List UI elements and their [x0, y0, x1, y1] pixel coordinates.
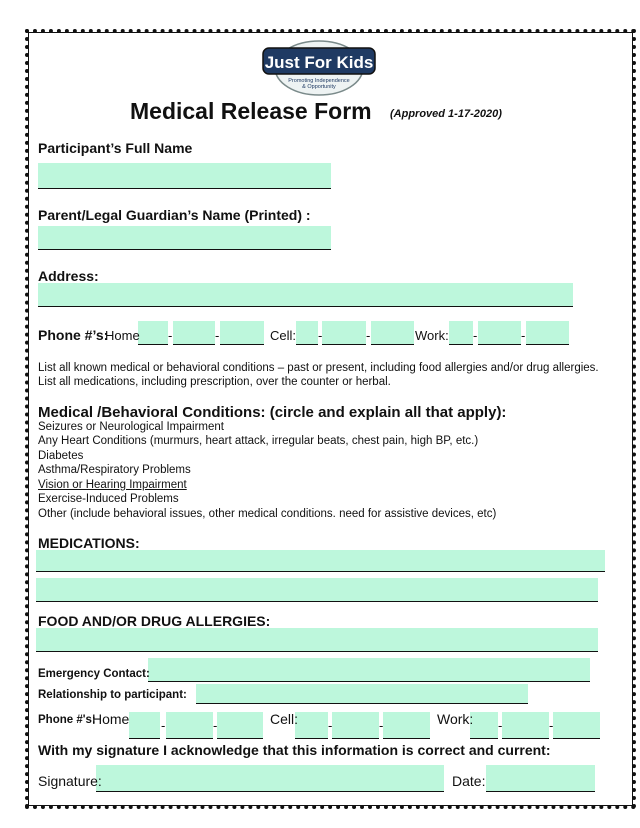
medications-field-2[interactable]	[36, 578, 598, 602]
phone-label-2: Phone #'s:	[38, 714, 96, 726]
work-label: Work:	[415, 328, 449, 343]
svg-text:& Opportunity: & Opportunity	[302, 84, 336, 90]
cell-label-2: Cell:	[270, 711, 299, 727]
date-field[interactable]	[486, 765, 595, 792]
medications-field-1[interactable]	[36, 550, 605, 572]
form-title: Medical Release Form	[130, 98, 372, 124]
dash: -	[498, 718, 503, 733]
dash: -	[549, 718, 554, 733]
condition-item: Other (include behavioral issues, other medical conditions. need for assistive devices, etc)	[38, 508, 497, 520]
dash: -	[521, 328, 526, 343]
svg-text:Just For Kids: Just For Kids	[264, 53, 374, 72]
condition-item: Seizures or Neurological Impairment	[38, 421, 224, 433]
home-phone-prefix-field[interactable]	[173, 321, 215, 345]
home-phone-line-field[interactable]	[220, 321, 264, 345]
phone-label: Phone #’s:	[38, 327, 109, 343]
work-phone-prefix-field-2[interactable]	[502, 712, 549, 739]
cell-phone-line-field[interactable]	[371, 321, 414, 345]
work-phone-area-field[interactable]	[449, 321, 473, 345]
dash: -	[379, 718, 384, 733]
participant-label: Participant’s Full Name	[38, 140, 193, 156]
cell-label: Cell:	[270, 328, 297, 343]
dash: -	[215, 328, 220, 343]
just-for-kids-logo	[261, 40, 377, 96]
work-phone-line-field-2[interactable]	[553, 712, 600, 739]
home-phone-area-field-2[interactable]	[129, 712, 160, 739]
dash: -	[473, 328, 478, 343]
cell-phone-prefix-field-2[interactable]	[332, 712, 379, 739]
cell-phone-prefix-field[interactable]	[322, 321, 366, 345]
instruction-conditions: List all known medical or behavioral conditions – past or present, including food allergies and/or drug allergies.	[38, 362, 599, 374]
instruction-medications: List all medications, including prescription, over the counter or herbal.	[38, 376, 391, 388]
home-phone-line-field-2[interactable]	[217, 712, 263, 739]
participant-name-field[interactable]	[38, 163, 331, 189]
medications-heading: MEDICATIONS:	[38, 535, 140, 551]
signature-field[interactable]	[96, 765, 444, 792]
guardian-label: Parent/Legal Guardian’s Name (Printed) :	[38, 207, 311, 223]
allergies-heading: FOOD AND/OR DRUG ALLERGIES:	[38, 613, 271, 629]
condition-item: Vision or Hearing Impairment	[38, 479, 187, 491]
condition-item: Exercise-Induced Problems	[38, 493, 179, 505]
cell-phone-area-field[interactable]	[296, 321, 318, 345]
acknowledgement-text: With my signature I acknowledge that this information is correct and current:	[38, 742, 551, 758]
dash: -	[318, 328, 323, 343]
dash: -	[366, 328, 371, 343]
address-label: Address:	[38, 268, 99, 284]
relationship-field[interactable]	[196, 684, 528, 704]
address-field[interactable]	[38, 283, 573, 307]
work-phone-area-field-2[interactable]	[470, 712, 498, 739]
signature-label: Signature:	[38, 773, 102, 789]
allergies-field[interactable]	[36, 628, 598, 652]
home-label-2: Home	[92, 711, 130, 727]
dash: -	[161, 718, 166, 733]
dash: -	[213, 718, 218, 733]
work-phone-line-field[interactable]	[526, 321, 569, 345]
condition-item: Asthma/Respiratory Problems	[38, 464, 191, 476]
dash: -	[168, 328, 173, 343]
cell-phone-line-field-2[interactable]	[383, 712, 430, 739]
conditions-heading: Medical /Behavioral Conditions: (circle and explain all that apply):	[38, 404, 507, 421]
date-label: Date:	[452, 773, 486, 789]
dash: -	[328, 718, 333, 733]
home-label: Home	[105, 328, 140, 343]
condition-item: Any Heart Conditions (murmurs, heart attack, irregular beats, chest pain, high BP, etc.)	[38, 435, 479, 447]
cell-phone-area-field-2[interactable]	[295, 712, 328, 739]
condition-item: Diabetes	[38, 450, 84, 462]
emergency-contact-label: Emergency Contact:	[38, 668, 150, 680]
guardian-name-field[interactable]	[38, 226, 331, 250]
home-phone-area-field[interactable]	[138, 321, 168, 345]
emergency-contact-field[interactable]	[148, 658, 590, 682]
relationship-label: Relationship to participant:	[38, 689, 187, 701]
approved-date: (Approved 1-17-2020)	[390, 108, 502, 120]
work-phone-prefix-field[interactable]	[478, 321, 521, 345]
svg-text:Promoting Independence: Promoting Independence	[288, 78, 350, 84]
work-label-2: Work:	[437, 711, 474, 727]
home-phone-prefix-field-2[interactable]	[166, 712, 213, 739]
